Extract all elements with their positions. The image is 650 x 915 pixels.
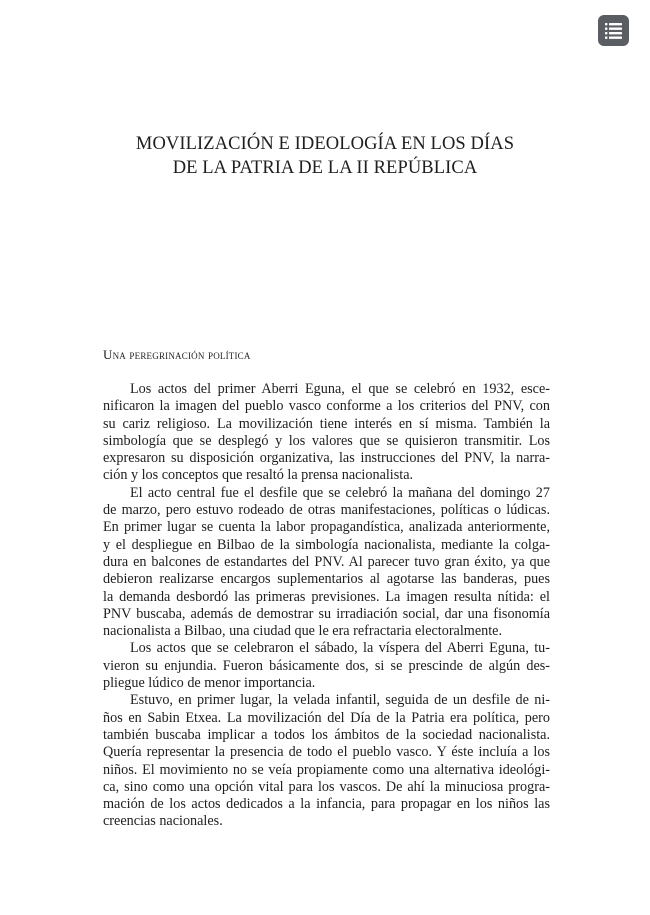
chapter-title-line: MOVILIZACIÓN E IDEOLOGÍA EN LOS DÍAS — [135, 134, 515, 154]
text-line: ción y los conceptos que resaltó la prensa nacionalista. — [103, 467, 414, 484]
text-line: debieron realizarse encargos suplementarios al agotarse las banderas, pues — [103, 571, 550, 588]
text-line: ca, sino como una opción vital para los vascos. De ahí la minuciosa progra- — [103, 778, 550, 795]
text-line: mación de los actos dedicados a la infancia, para propagar en los niños las — [103, 796, 550, 813]
text-line: y el despliegue en Bilbao de la simbología nacionalista, mediante la colga- — [103, 536, 550, 553]
text-line: su cariz religioso. La movilización tiene interés en sí misma. También la — [103, 415, 550, 432]
table-of-contents-button[interactable] — [598, 15, 629, 46]
list-icon — [598, 15, 629, 46]
text-line: nificaron la imagen del pueblo vasco conforme a los criterios del PNV, con — [103, 398, 550, 415]
section-heading: Una peregrinación política — [103, 347, 251, 362]
text-line: también buscaba implicar a todos los ámbitos de la sociedad nacionalista. — [103, 726, 550, 743]
text-line: Los actos del primer Aberri Eguna, el que se celebró en 1932, esce- — [130, 381, 550, 397]
text-line: creencias nacionales. — [103, 813, 223, 830]
text-line: pliegue lúdico de menor importancia. — [103, 675, 316, 692]
text-line: vieron su enjundia. Fueron básicamente dos, si se prescinde de algún des- — [103, 657, 550, 674]
chapter-title-line: DE LA PATRIA DE LA II REPÚBLICA — [172, 158, 478, 178]
chapter-title — [100, 132, 550, 180]
text-line: Quería representar la presencia de todo el pueblo vasco. Y éste incluía a los — [103, 744, 550, 761]
text-line: simbología que se desplegó y los valores que se quisieron transmitir. Los — [103, 432, 550, 449]
text-line: nacionalista a Bilbao, una ciudad que le era refractaria electoralmente. — [103, 623, 503, 640]
text-line: Estuvo, en primer lugar, la velada infantil, seguida de un desfile de ni- — [130, 692, 550, 709]
text-line: En primer lugar se cuenta la labor propagandística, analizada anteriormente, — [103, 519, 550, 536]
text-line: dura en balcones de estandartes del PNV. Al parecer tuvo gran éxito, ya que — [103, 553, 550, 570]
text-line: PNV buscaba, además de demostrar su irradiación social, dar una fisonomía — [103, 605, 550, 622]
body-text — [103, 381, 550, 831]
text-line: ños en Sabin Etxea. La movilización del Día de la Patria era política, pero — [103, 709, 550, 726]
text-line: Los actos que se celebraron el sábado, la víspera del Aberri Eguna, tu- — [130, 640, 550, 657]
text-line: la demanda desbordó las primeras previsiones. La imagen resulta nítida: el — [103, 588, 550, 605]
text-line: El acto central fue el desfile que se celebró la mañana del domingo 27 — [130, 484, 550, 501]
text-line: expresaron su disposición organizativa, las instrucciones del PNV, la narra- — [103, 450, 550, 467]
text-line: de marzo, pero estuvo rodeado de otras manifestaciones, políticas o lúdicas. — [103, 502, 550, 519]
text-line: niños. El movimiento no se veía propiamente como una alternativa ideológi- — [103, 761, 550, 778]
